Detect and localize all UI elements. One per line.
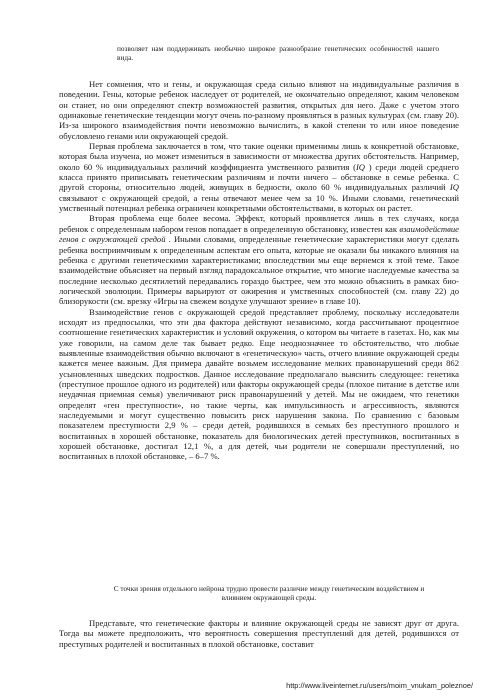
body-text-continued bbox=[59, 618, 459, 649]
text-run: Нет сомнения, что и гены, и окружающая среда сильно влияют на индивидуальные различия в поведении. Гены, которые ребенок наследует от родителей, не окончательно определяют, каким человеком он станет, но они определяют спектр возможностей развития, открытых для него. Даже с учетом этого одинаковые генетические тенденции могут очень по-разному проявляться в разных культурах (см. главу 20). Из-за широкого взаимодействия почти невозможно вычислить, в какой степени то или иное поведение обусловлено генами или окружающей средой. bbox=[59, 79, 459, 141]
italic-text-run: IQ bbox=[449, 182, 459, 193]
text-run: Первая проблема заключается в том, что такие оценки применимы лишь к конкретной обстановке, которая была изучена, но может измениться в зависимости от множества других обстоятельств. Например, около 60 % индивидуальных различий коэффициента умственного развития ( bbox=[59, 141, 459, 172]
text-run: Вторая проблема еще более весома. Эффект, который проявляется лишь в тех случаях, когда ребенок с определенным набором генов попадает в определенную обстановку, известен как bbox=[59, 213, 459, 234]
text-run: ) среди людей среднего класса принято приписывать генетическим различиям и почти ничего – обстановке в семье ребенка. С другой стороны, относительно людей, живущих в бедности, около 60 % индивидуальных различий bbox=[59, 161, 459, 193]
paragraph-4 bbox=[59, 307, 459, 462]
paragraph-5: Представьте, что генетические факторы и влияние окружающей среды не зависят друг от друга. Тогда вы можете предположить, что вероятность совершения преступлений для детей, родившихся от преступных родителей и воспитанных в плохой обстановке, составит bbox=[59, 618, 459, 649]
italic-text-run: IQ bbox=[355, 161, 366, 172]
figure-caption-top: позволяет нам поддерживать необычно широкое разнообразие генетических особенностей нашего вида. bbox=[117, 44, 439, 63]
source-url-footer: http://www.liveinternet.ru/users/moim_vnukam_poleznoe/ bbox=[286, 681, 473, 690]
text-run: связывают с окружающей средой, а гены отвечают менее чем за 10 %. Иными словами, генетический умственный потенциал ребенка ограничен конкретными обстоятельствами, в которых он растет. bbox=[59, 192, 459, 214]
text-run: Взаимодействие генов с окружающей средой представляет проблему, поскольку исследователи исходят из предпосылки, что эти два фактора действуют независимо, когда рассчитывают процентное соотношение генетических характеристик и условий окружения, о котором вы читаете в газетах. Но, как мы уже говорили, на самом деле так бывает редко. Еще неоднозначнее то обстоятельство, что любые выявленные взаимодействия обычно включают в «генетическую» часть, отчего влияние окружающей среды кажется менее важным. Для примера давайте возьмем исследование мелких правонарушений среди 862 усыновленных шведских подростков. Данное исследование предполагало выяснить следующее: генетика (преступное прошлое одного из родителей) или факторы окружающей среды (плохое питание в детстве или неудачная приемная семья) увеличивают риск правонарушений у детей. Мы не ожидаем, что генетики определят «ген преступности», но такие черты, как импульсивность и агрессивность, являются наследуемыми и могут существенно повысить риск нарушения закона. По сравнению с базовым показателем преступности 2,9 % – среди детей, родившихся в семьях без преступного прошлого и воспитанных в хорошей обстановке, показатель для биологических детей преступников, воспитанных в хорошей обстановке, достигал 12,1 %, а для детей, чьи родители не совершали преступлений, но воспитанных в плохой обстановке, – 6–7 %. bbox=[59, 306, 459, 462]
paragraph-2 bbox=[59, 141, 459, 213]
body-text-main bbox=[59, 79, 459, 462]
italic-text-run: взаимодействие генов с окружающей средой bbox=[59, 223, 459, 245]
figure-caption-middle: С точки зрения отдельного нейрона трудно провести различие между генетическим воздействием и влиянием окружающей среды. bbox=[113, 584, 425, 603]
paragraph-1 bbox=[59, 79, 459, 141]
paragraph-3 bbox=[59, 213, 459, 306]
text-run: . Иными словами, определенные генетические характеристики могут сделать ребенка восприимчивым к определенным аспектам его опыта, которые не оказали бы никакого влияния на ребенка с другими генетическими характеристиками; впоследствии мы еще вернемся к этой теме. Такое взаимодействие объясняет на первый взгляд парадоксальное открытие, что многие наследуемые качества за последние несколько десятилетий передавались гораздо быстрее, чем это можно объяснить в рамках био-логической эволюции. Примеры варьируют от ожирения и умственных способностей (см. главу 22) до близорукости (см. врезку «Игры на свежем воздухе улучшают зрение» в главе 10). bbox=[59, 234, 459, 307]
